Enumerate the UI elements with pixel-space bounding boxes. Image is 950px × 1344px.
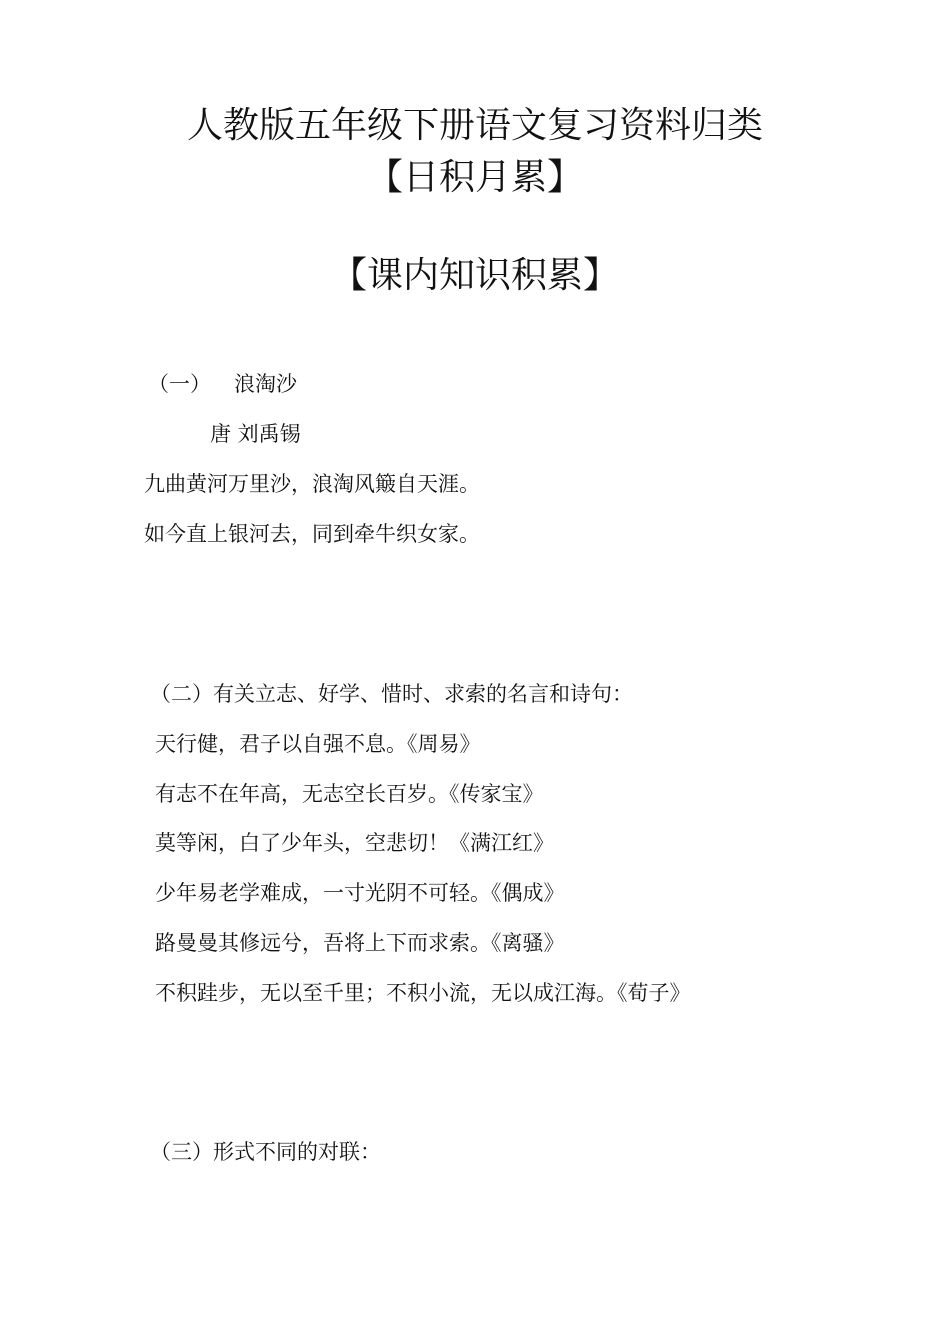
quote-line: 有志不在年高，无志空长百岁。《传家宝》 (155, 782, 544, 806)
poem-line: 九曲黄河万里沙，浪淘风簸自天涯。 (144, 472, 480, 496)
section-heading: 【课内知识积累】 (330, 255, 619, 296)
poem-line: 如今直上银河去，同到牵牛织女家。 (144, 522, 480, 546)
quote-line: 莫等闲，白了少年头，空悲切！《满江红》 (155, 831, 554, 855)
part2-heading: （二）有关立志、好学、惜时、求索的名言和诗句： (150, 682, 633, 706)
document-subtitle: 【日积月累】 (366, 157, 583, 198)
quote-line: 少年易老学难成，一寸光阴不可轻。《偶成》 (155, 881, 565, 905)
document-title: 人教版五年级下册语文复习资料归类 (186, 105, 763, 146)
quote-line: 天行健，君子以自强不息。《周易》 (155, 732, 481, 756)
part1-label: （一） (148, 372, 211, 396)
part3-heading: （三）形式不同的对联： (150, 1140, 381, 1164)
poem-author: 唐 刘禹锡 (210, 422, 301, 446)
poem-title: 浪淘沙 (234, 372, 297, 396)
quote-line: 不积跬步，无以至千里；不积小流，无以成江海。《荀子》 (155, 981, 691, 1005)
quote-line: 路曼曼其修远兮，吾将上下而求索。《离骚》 (155, 931, 565, 955)
